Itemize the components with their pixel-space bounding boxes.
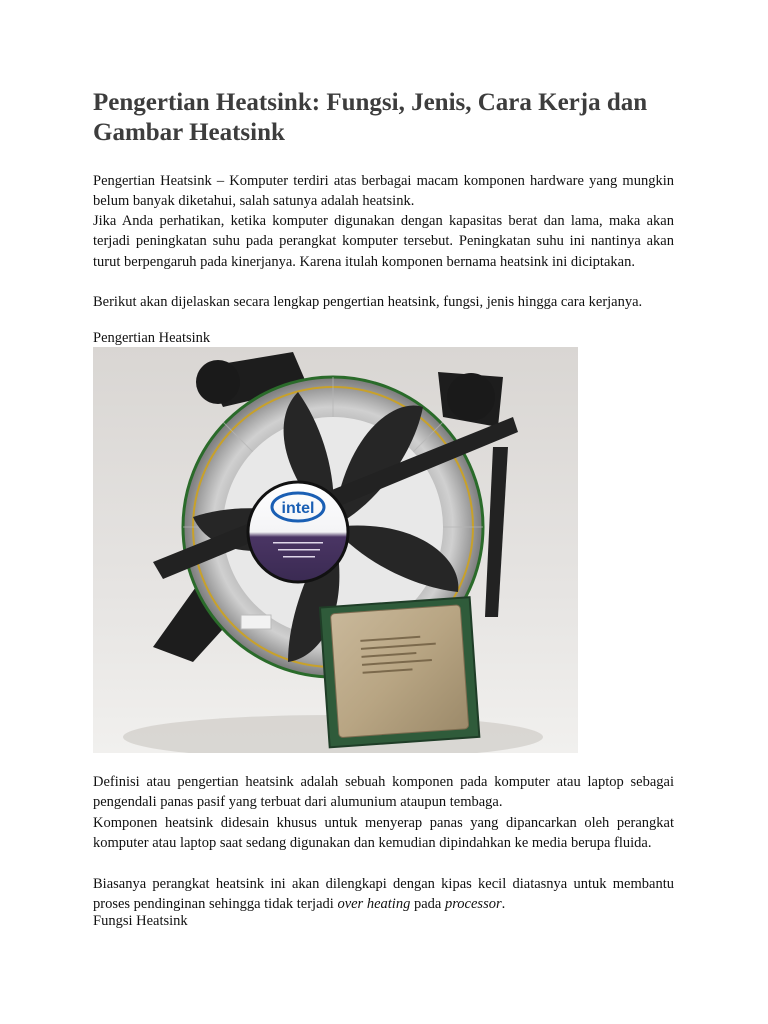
paragraph-text-after: . [501,896,506,913]
intel-logo: intel [281,500,315,517]
section-heading-fungsi: Fungsi Heatsink [93,913,188,929]
heatsink-photo [93,347,578,753]
intro-paragraph-2: Jika Anda perhatikan, ketika komputer digunakan dengan kapasitas berat dan lama, maka akan terjadi peningkatan suhu pada perangkat komputer tersebut. Peningkatan suhu ini nantinya akan turut berpengaruh pada kinerjanya. Karena itulah komponen bernama heatsink ini diciptakan. [93,213,674,270]
image-caption: Pengertian Heatsink [93,330,211,346]
body-paragraph-3 [93,874,674,915]
paragraph-text-middle: pada [410,896,445,913]
intro-paragraph-1: Pengertian Heatsink – Komputer terdiri atas berbagai macam komponen hardware yang mungkin belum banyak diketahui, salah satunya adalah heatsink. [93,173,674,210]
processor-term: processor [444,896,502,913]
document-title: Pengertian Heatsink: Fungsi, Jenis, Cara Kerja dan Gambar Heatsink [93,89,648,146]
intro-paragraph-3: Berikut akan dijelaskan secara lengkap pengertian heatsink, fungsi, jenis hingga cara kerjanya. [93,294,643,310]
body-paragraph-1: Definisi atau pengertian heatsink adalah sebuah komponen pada komputer atau laptop sebagai pengendali panas pasif yang terbuat dari alumunium ataupun tembaga. [93,774,674,811]
paragraph-text-before: Biasanya perangkat heatsink ini akan dilengkapi dengan kipas kecil diatasnya untuk membantu proses pendinginan sehingga tidak terjadi [93,876,674,913]
body-paragraph-2: Komponen heatsink didesain khusus untuk menyerap panas yang dipancarkan oleh perangkat komputer atau laptop saat sedang digunakan dan kemudian dipindahkan ke media berupa fluida. [93,815,674,852]
over-heating-term: over heating [337,896,411,913]
